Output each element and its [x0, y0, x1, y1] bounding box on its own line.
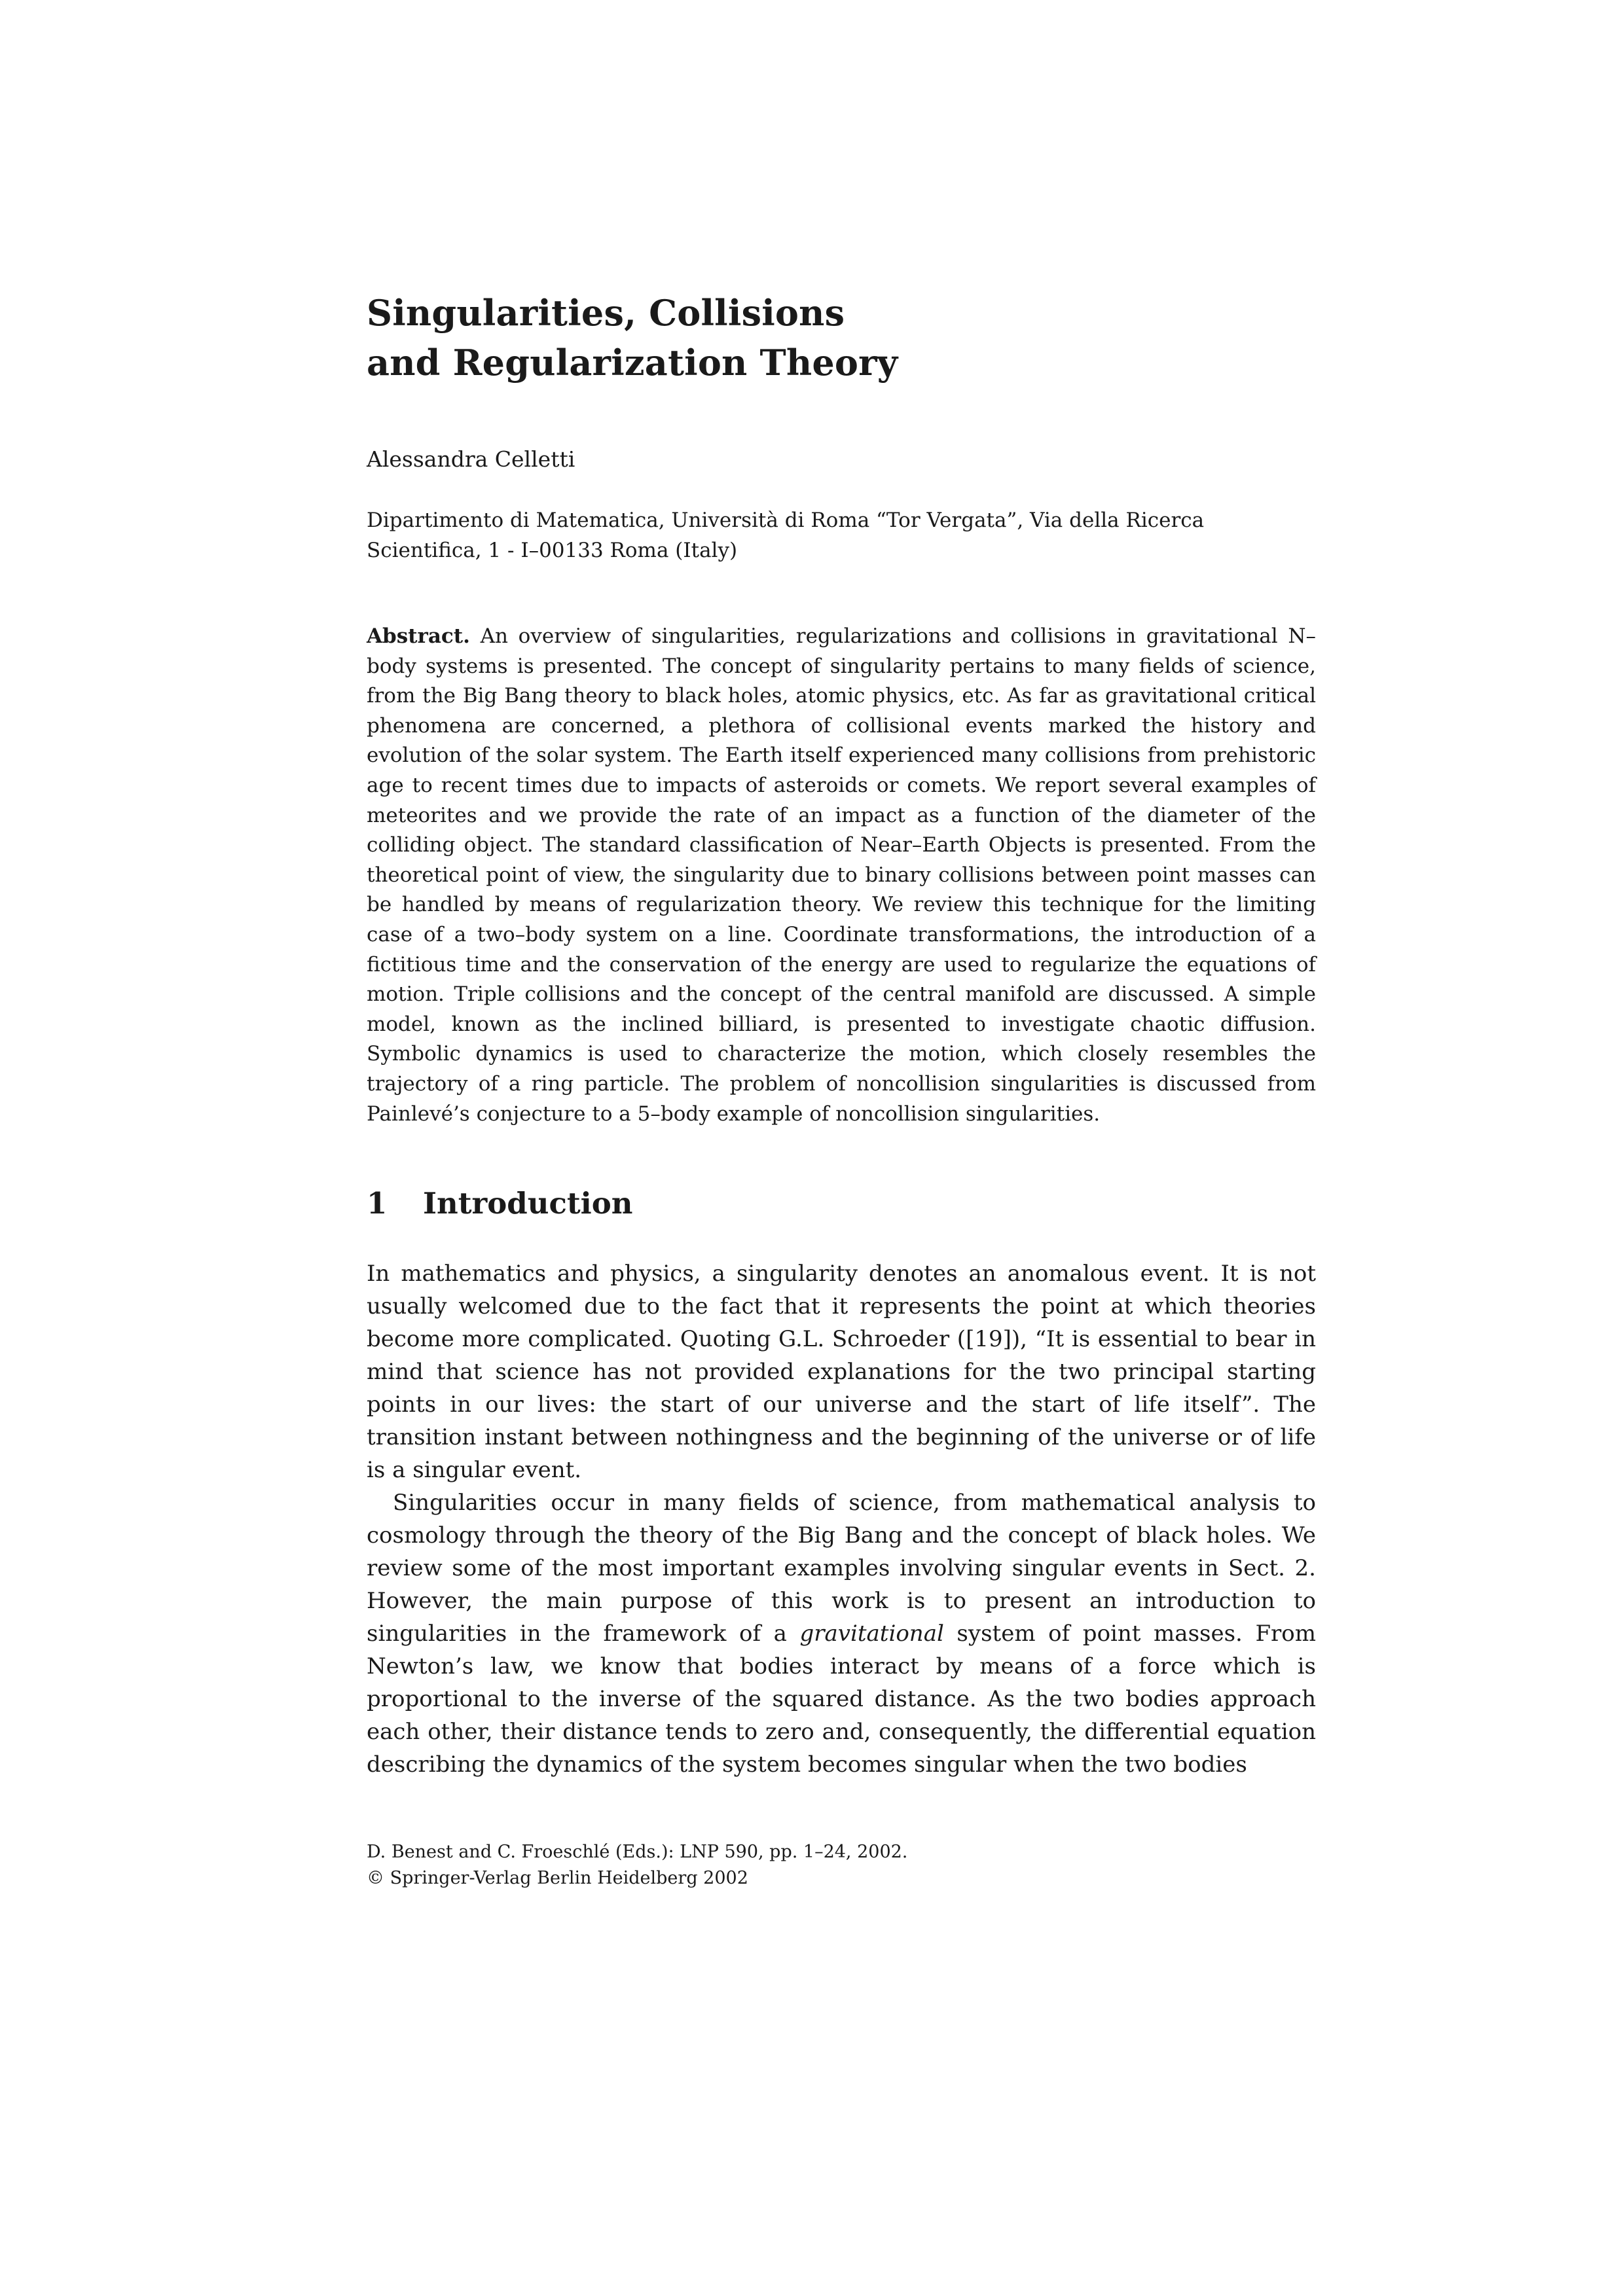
footnote-line-2: © Springer-Verlag Berlin Heidelberg 2002 — [367, 1868, 748, 1888]
abstract — [367, 622, 1316, 1129]
publication-footnote — [367, 1839, 907, 1892]
section-number: 1 — [367, 1186, 388, 1221]
affiliation-line-2: Scientifica, 1 - I–00133 Roma (Italy) — [367, 539, 738, 562]
intro-paragraph-1: In mathematics and physics, a singularity denotes an anomalous event. It is not usually welcomed due to the fact that it represents the point at which theories become more complicated. Quoting G.L. Schroeder ([19]), “It is essential to bear in mind that science has not provided explanations for the two principal starting points in our lives: the start of our universe and the start of life itself”. The transition instant between nothingness and the beginning of the universe or of life is a singular event. — [367, 1261, 1316, 1484]
author-name: Alessandra Celletti — [367, 446, 575, 472]
abstract-text: An overview of singularities, regularizations and collisions in gravitational N–body systems is presented. The concept of singularity pertains to many fields of science, from the Big Bang theory to black holes, atomic physics, etc. As far as gravitational critical phenomena are concerned, a plethora of collisional events marked the history and evolution of the solar system. The Earth itself experienced many collisions from prehistoric age to recent times due to impacts of asteroids or comets. We report several examples of meteorites and we provide the rate of an impact as a function of the diameter of the colliding object. The standard classification of Near–Earth Objects is presented. From the theoretical point of view, the singularity due to binary collisions between point masses can be handled by means of regularization theory. We review this technique for the limiting case of a two–body system on a line. Coordinate transformations, the introduction of a fictitious time and the conservation of the energy are used to regularize the equations of motion. Triple collisions and the concept of the central manifold are discussed. A simple model, known as the inclined billiard, is presented to investigate chaotic diffusion. Symbolic dynamics is used to characterize the motion, which closely resembles the trajectory of a ring particle. The problem of noncollision singularities is discussed from Painlevé’s conjecture to a 5–body example of noncollision singularities. — [367, 624, 1317, 1126]
paper-title — [367, 288, 1316, 387]
title-line-2: and Regularization Theory — [367, 342, 898, 384]
affiliation-line-1: Dipartimento di Matematica, Università di Roma “Tor Vergata”, Via della Ricerca — [367, 509, 1205, 532]
section-title: Introduction — [423, 1186, 633, 1221]
title-line-1: Singularities, Collisions — [367, 292, 845, 334]
abstract-label: Abstract. — [367, 624, 470, 648]
paper-page — [367, 288, 1316, 1781]
paragraph-2-text-a: Singularities occur in many fields of science, from mathematical analysis to cosmology through the theory of the Big Bang and the concept of black holes. We review some of the most important examples involving singular events in Sect. 2. However, the main purpose of this work is to present an introduction to singularities in the framework of a — [367, 1490, 1316, 1647]
intro-paragraph-2 — [367, 1486, 1316, 1781]
section-heading — [367, 1184, 1316, 1223]
author-affiliation — [367, 505, 1316, 565]
paragraph-2-text-b: system of point masses. From Newton’s law, we know that bodies interact by means of a force which is proportional to the inverse of the squared distance. As the two bodies approach each other, their distance tends to zero and, consequently, the differential equation describing the dynamics of the system becomes singular when the two bodies — [367, 1621, 1316, 1778]
paragraph-2-emphasis: gravitational — [799, 1621, 944, 1647]
footnote-line-1: D. Benest and C. Froeschlé (Eds.): LNP 590, pp. 1–24, 2002. — [367, 1842, 908, 1862]
